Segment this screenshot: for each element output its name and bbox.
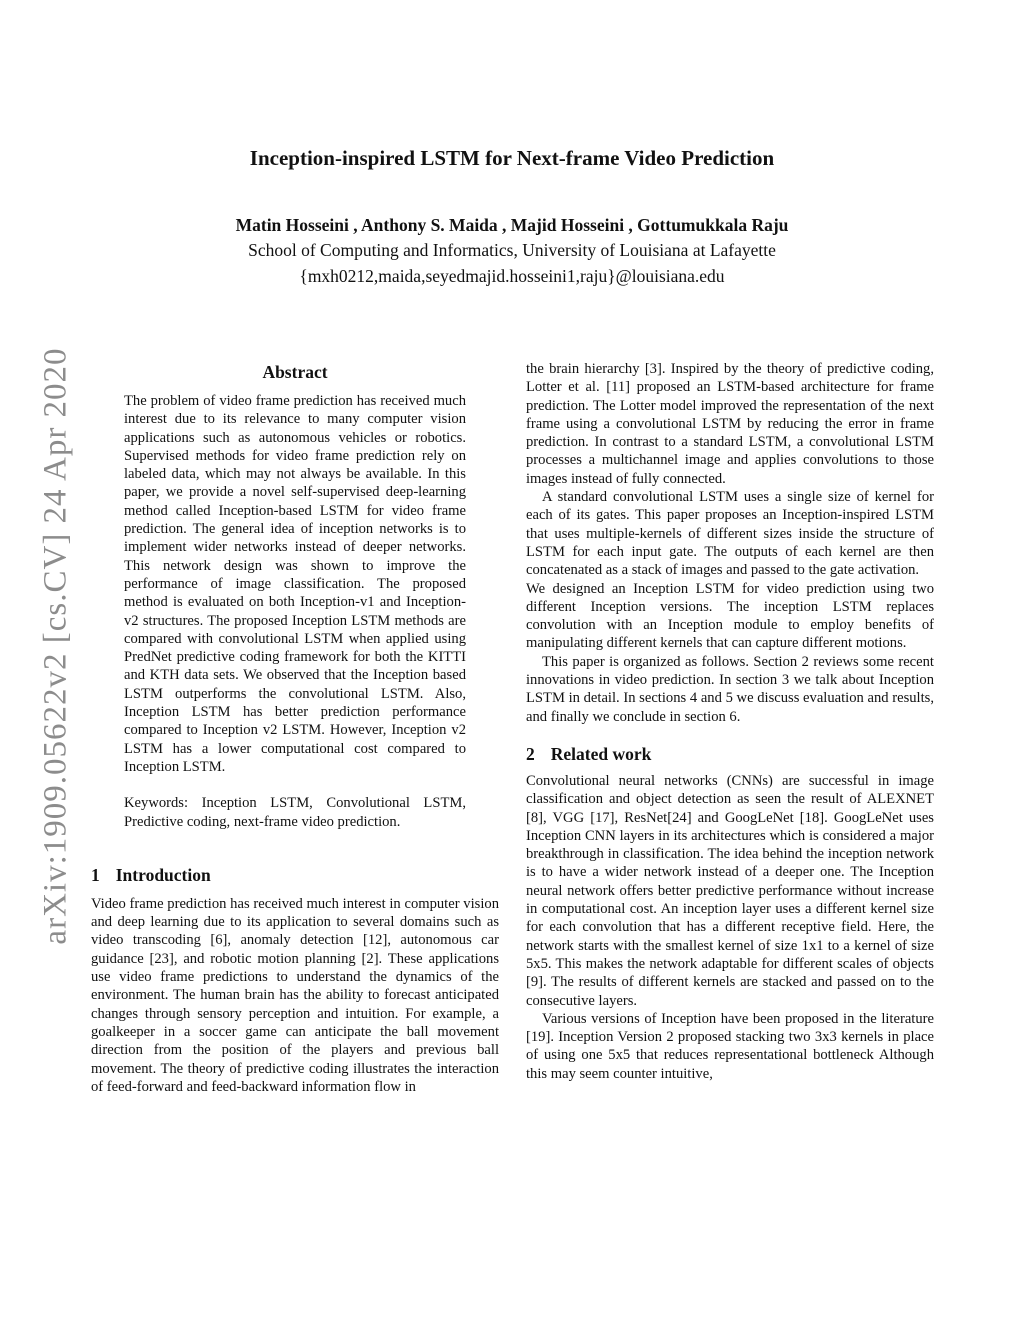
intro-paragraph: We designed an Inception LSTM for video prediction using two different Inception versions. The inception LSTM replaces convolution with an Inception module to employ benefits of manipulating different kernels that can capture different motions. — [526, 580, 934, 652]
intro-paragraph: This paper is organized as follows. Section 2 reviews some recent innovations in video prediction. In section 3 we talk about Inception LSTM in detail. In sections 4 and 5 we discuss evaluation and results, and finally we conclude in section 6. — [526, 653, 934, 725]
section-title: Introduction — [115, 864, 211, 885]
intro-paragraph: A standard convolutional LSTM uses a single size of kernel for each of its gates. This paper proposes an Inception-inspired LSTM that uses multiple-kernels of different sizes inside the structure of LSTM for each input gate. The outputs of each kernel are then concatenated as a stack of images and passed to the gate activation. — [526, 489, 934, 579]
affiliation: School of Computing and Informatics, University of Louisiana at Lafayette — [248, 240, 776, 260]
author-list: Matin Hosseini , Anthony S. Maida , Majid Hosseini , Gottumukkala Raju — [235, 215, 789, 235]
section-heading-related-work — [526, 742, 934, 766]
paper-title: Inception-inspired LSTM for Next-frame Video Prediction — [249, 146, 775, 170]
arxiv-identifier-stamp: arXiv:1909.05622v2 [cs.CV] 24 Apr 2020 — [37, 347, 74, 945]
section-number: 2 — [526, 743, 535, 764]
intro-paragraph-continued: the brain hierarchy [3]. Inspired by the theory of predictive coding, Lotter et al. [11] proposed an LSTM-based architecture for frame prediction. The Lotter model improved the representation of the next frame using a convolutional LSTM by reducing the error in frame prediction. In contrast to a standard LSTM, a convolutional LSTM processes a multichannel image and applies convolutions to those images instead of fully connected. — [526, 361, 934, 487]
section-number: 1 — [91, 864, 100, 885]
related-paragraph: Various versions of Inception have been proposed in the literature [19]. Inception Version 2 proposed stacking two 3x3 kernels in place of using one 5x5 that reduces representational bottleneck Although this may seem counter intuitive, — [526, 1010, 934, 1082]
related-paragraph: Convolutional neural networks (CNNs) are successful in image classification and object detection as seen the result of ALEXNET [8], VGG [17], ResNet[24] and GoogLeNet [18]. GoogLeNet uses Inception CNN layers in its architectures which is considered a major breakthrough in classification. The idea behind the inception network is to have a wider network instead of a deeper one. The Inception neural network offers better predictive performance without increase in computational cost. An inception layer uses a different kernel size for each convolution that has a different receptive field. Here, the network starts with the smallest kernel of size 1x1 to a kernel of size 5x5. This makes the network adaptable for different scales of objects [9]. The results of different kernels are stacked and passed on to the consecutive layers. — [526, 772, 934, 1009]
keywords: Keywords: Inception LSTM, Convolutional LSTM, Predictive coding, next-frame video prediction. — [124, 795, 466, 830]
left-column — [91, 360, 499, 1096]
section-title: Related work — [550, 743, 652, 764]
intro-paragraph: Video frame prediction has received much interest in computer vision and deep learning due to its application to several domains such as video transcoding [6], anomaly detection [12], autonomous car guidance [23], and robotic motion planning [2]. These applications use video frame predictions to understand the dynamics of the environment. The human brain has the ability to forecast anticipated changes through sensory perception and intuition. For example, a goalkeeper in a soccer game can anticipate the ball movement direction from the position of the players and previous ball movement. The theory of predictive coding illustrates the interaction of feed-forward and feed-backward information flow in — [91, 895, 499, 1095]
section-heading-introduction — [91, 863, 499, 887]
right-column — [526, 360, 934, 1083]
abstract-heading: Abstract — [262, 362, 328, 382]
author-emails: {mxh0212,maida,seyedmajid.hosseini1,raju}@louisiana.edu — [299, 266, 725, 286]
abstract-body: The problem of video frame prediction has received much interest due to its relevance to many computer vision applications such as autonomous vehicles or robotics. Supervised methods for video frame prediction rely on labeled data, which may not always be available. In this paper, we provide a novel self-supervised deep-learning method called Inception-based LSTM for video frame prediction. The general idea of inception networks is to implement wider networks instead of deeper networks. This network design was shown to improve the performance of image classification. The proposed method is evaluated on both Inception-v1 and Inception-v2 structures. The proposed Inception LSTM methods are compared with convolutional LSTM when applied using PredNet predictive coding framework for both the KITTI and KTH data sets. We observed that the Inception based LSTM outperforms the convolutional LSTM. Also, Inception LSTM has better prediction performance compared to Inception v2 LSTM. However, Inception v2 LSTM has a lower computational cost compared to Inception LSTM. — [124, 393, 466, 775]
